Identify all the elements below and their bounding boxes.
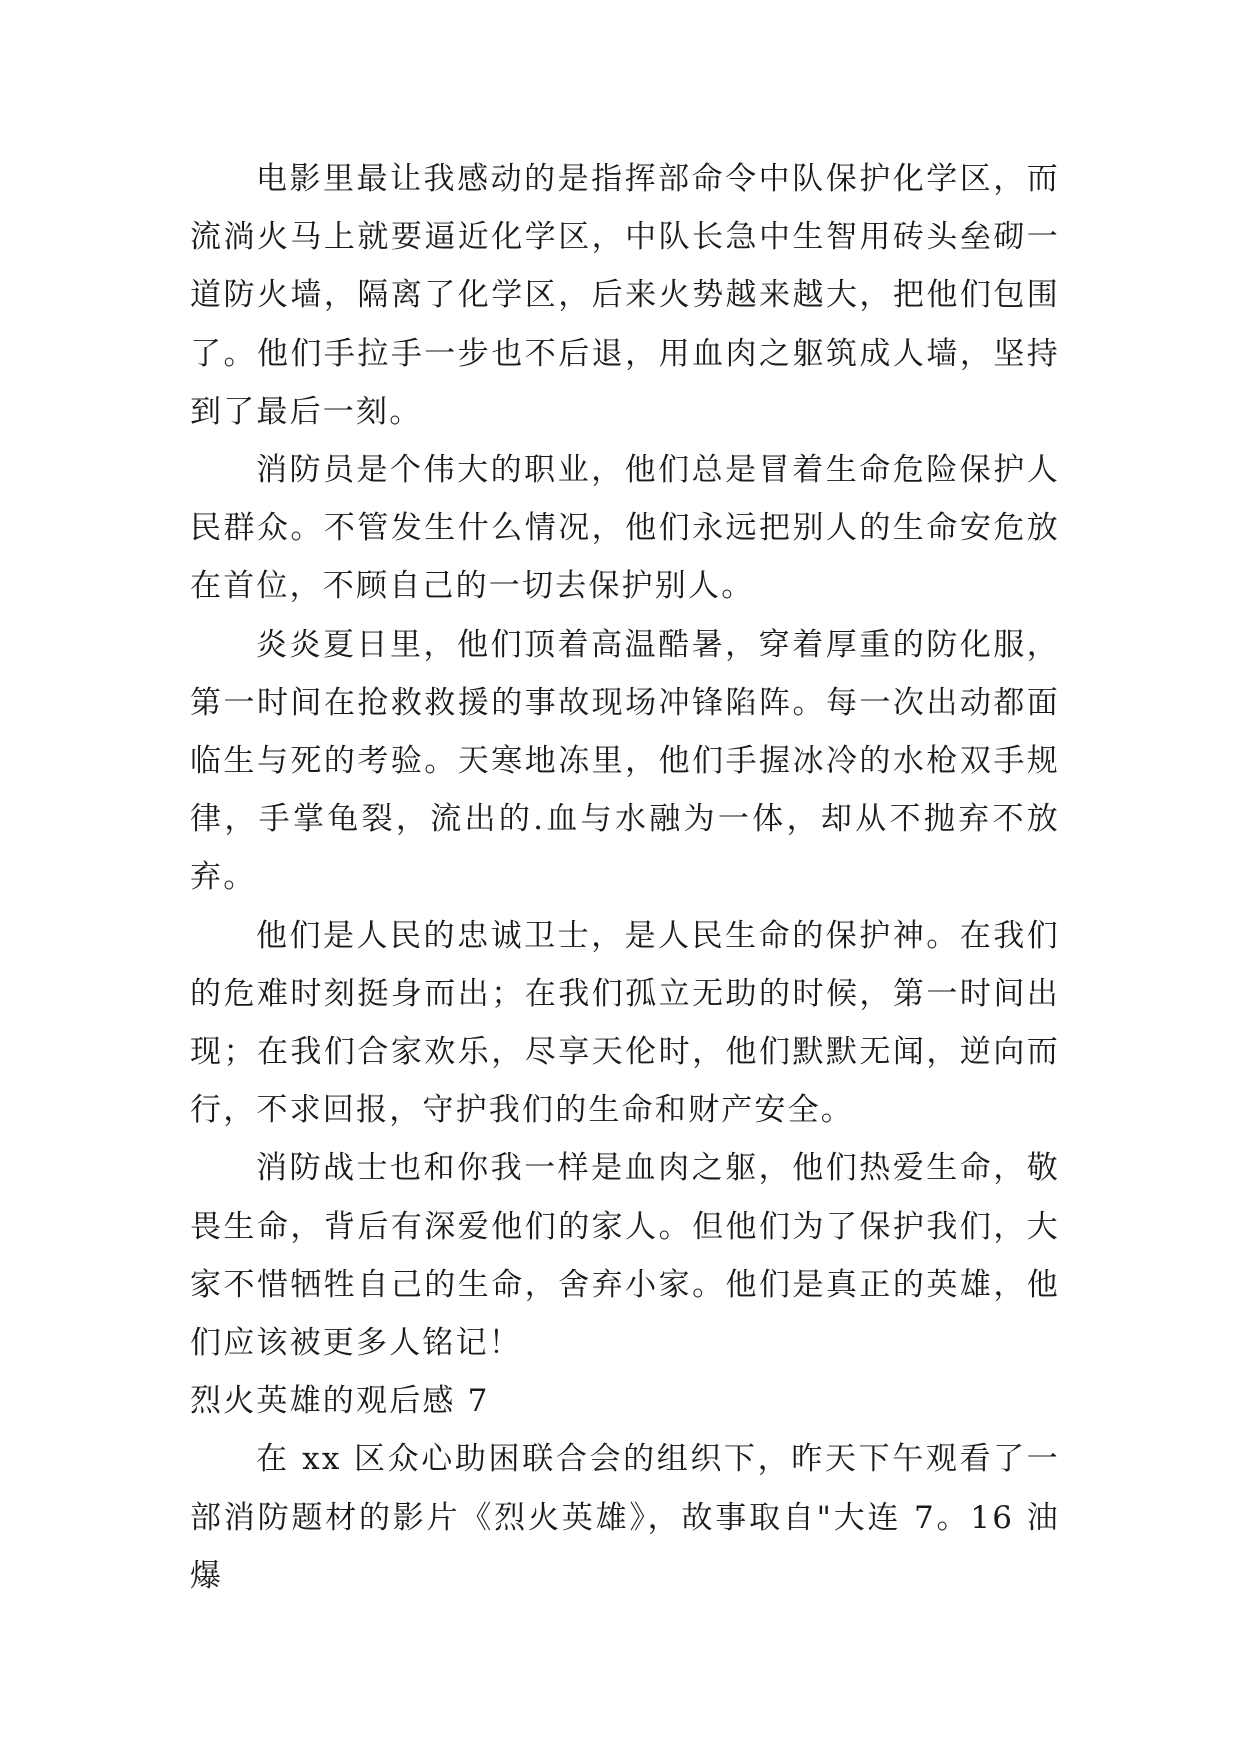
paragraph-1: 电影里最让我感动的是指挥部命令中队保护化学区，而流淌火马上就要逼近化学区，中队长急中生智用砖头垒砌一道防火墙，隔离了化学区，后来火势越来越大，把他们包围了。他们手拉手一步也不后退，用血肉之躯筑成人墙，坚持到了最后一刻。	[190, 161, 1060, 430]
paragraph-4: 他们是人民的忠诚卫士，是人民生命的保护神。在我们的危难时刻挺身而出；在我们孤立无助的时候，第一时间出现；在我们合家欢乐，尽享天伦时，他们默默无闻，逆向而行，不求回报，守护我们的生命和财产安全。	[190, 917, 1060, 1129]
paragraph-5: 消防战士也和你我一样是血肉之躯，他们热爱生命，敬畏生命，背后有深爱他们的家人。但他们为了保护我们，大家不惜牺牲自己的生命，舍弃小家。他们是真正的英雄，他们应该被更多人铭记！	[190, 1150, 1060, 1362]
section-heading: 烈火英雄的观后感 7	[190, 1383, 490, 1420]
paragraph-3: 炎炎夏日里，他们顶着高温酷暑，穿着厚重的防化服，第一时间在抢救救援的事故现场冲锋陷阵。每一次出动都面临生与死的考验。天寒地冻里，他们手握冰冷的水枪双手规律，手掌龟裂，流出的.血与水融为一体，却从不抛弃不放弃。	[190, 626, 1060, 896]
paragraph-2: 消防员是个伟大的职业，他们总是冒着生命危险保护人民群众。不管发生什么情况，他们永远把别人的生命安危放在首位，不顾自己的一切去保护别人。	[190, 452, 1060, 605]
document-page	[190, 150, 1060, 1605]
section-paragraph: 在 xx 区众心助困联合会的组织下，昨天下午观看了一部消防题材的影片《烈火英雄》，故事取自"大连 7。16 油爆	[190, 1441, 1060, 1594]
